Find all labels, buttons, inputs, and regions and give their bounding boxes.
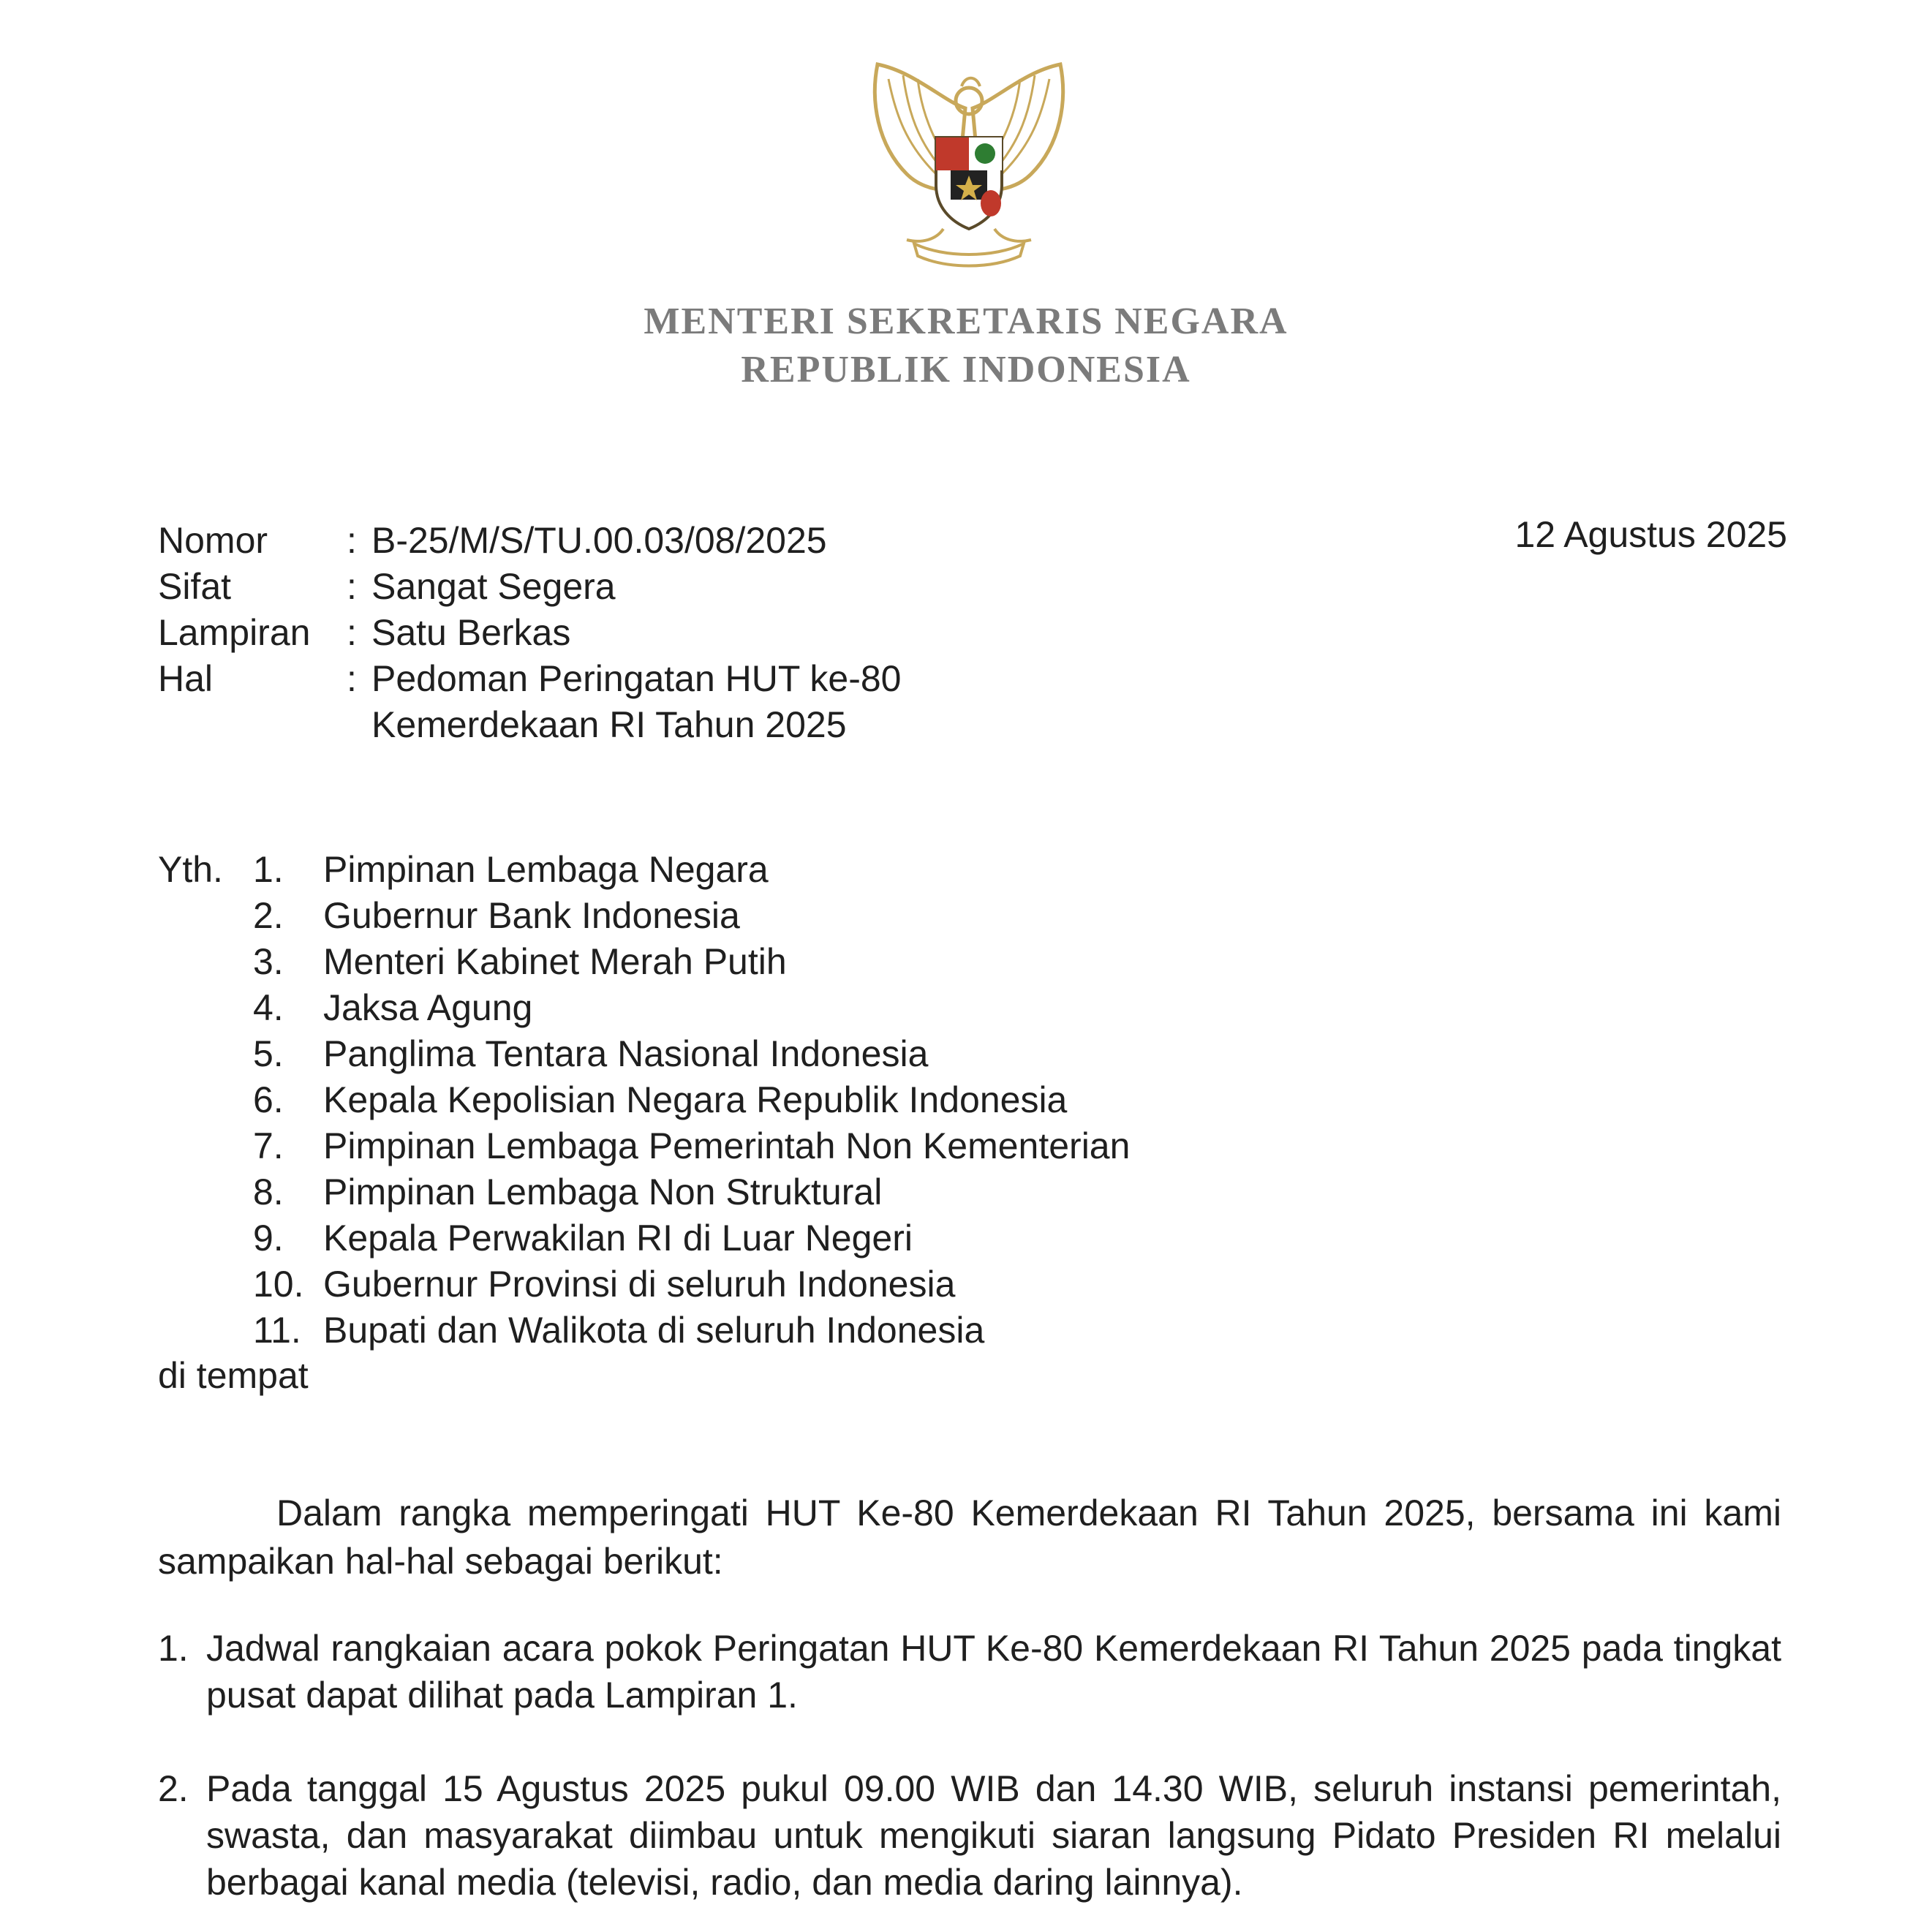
list-item bbox=[158, 1261, 1130, 1308]
list-item bbox=[158, 1031, 1130, 1077]
recipient-number: 11. bbox=[253, 1310, 301, 1351]
recipient-number: 10. bbox=[253, 1264, 304, 1305]
meta-separator: : bbox=[347, 658, 357, 699]
letter-date: 12 Agustus 2025 bbox=[1514, 514, 1787, 555]
meta-hal-row bbox=[158, 656, 1176, 702]
recipient-prefix: Yth. bbox=[158, 849, 223, 890]
recipient-number: 4. bbox=[253, 987, 284, 1028]
list-item bbox=[158, 1215, 1130, 1261]
point-number: 1. bbox=[158, 1628, 189, 1669]
meta-hal-value-line2: Kemerdekaan RI Tahun 2025 bbox=[371, 704, 847, 745]
meta-sifat-label: Sifat bbox=[158, 566, 232, 607]
recipient-number: 5. bbox=[253, 1033, 284, 1074]
garuda-emblem-icon bbox=[863, 57, 1075, 276]
recipient-location: di tempat bbox=[158, 1355, 309, 1396]
meta-lampiran-value: Satu Berkas bbox=[371, 612, 571, 653]
meta-separator: : bbox=[347, 612, 357, 653]
recipient-text: Menteri Kabinet Merah Putih bbox=[323, 941, 787, 982]
list-item bbox=[158, 1308, 1130, 1354]
recipient-text: Pimpinan Lembaga Negara bbox=[323, 849, 769, 890]
intro-paragraph: Dalam rangka memperingati HUT Ke-80 Kemerdekaan RI Tahun 2025, bersama ini kami sampaikan hal-hal sebagai berikut: bbox=[158, 1493, 1781, 1582]
meta-nomor-row bbox=[158, 518, 1176, 564]
body-point bbox=[158, 1765, 1781, 1906]
recipient-number: 8. bbox=[253, 1171, 284, 1212]
recipient-list bbox=[158, 847, 1130, 1354]
point-number: 2. bbox=[158, 1768, 189, 1809]
recipient-text: Kepala Kepolisian Negara Republik Indonesia bbox=[323, 1079, 1068, 1120]
list-item bbox=[158, 1123, 1130, 1169]
meta-separator: : bbox=[347, 566, 357, 607]
recipient-number: 2. bbox=[253, 895, 284, 936]
list-item bbox=[158, 985, 1130, 1031]
recipient-number: 1. bbox=[253, 849, 284, 890]
recipient-number: 3. bbox=[253, 941, 284, 982]
recipient-text: Panglima Tentara Nasional Indonesia bbox=[323, 1033, 929, 1074]
meta-hal-label: Hal bbox=[158, 658, 214, 699]
recipient-text: Pimpinan Lembaga Non Struktural bbox=[323, 1171, 883, 1212]
letterhead-title: MENTERI SEKRETARIS NEGARA bbox=[644, 301, 1288, 342]
recipient-text: Jaksa Agung bbox=[323, 987, 533, 1028]
meta-nomor-label: Nomor bbox=[158, 520, 268, 561]
body-point bbox=[158, 1625, 1781, 1718]
meta-separator: : bbox=[347, 520, 357, 561]
list-item bbox=[158, 1169, 1130, 1215]
meta-nomor-value: B-25/M/S/TU.00.03/08/2025 bbox=[371, 520, 827, 561]
point-text: Jadwal rangkaian acara pokok Peringatan HUT Ke-80 Kemerdekaan RI Tahun 2025 pada tingkat pusat dapat dilihat pada Lampiran 1. bbox=[206, 1628, 1781, 1716]
recipient-number: 6. bbox=[253, 1079, 284, 1120]
recipient-text: Pimpinan Lembaga Pemerintah Non Kementerian bbox=[323, 1125, 1131, 1166]
letterhead-subtitle: REPUBLIK INDONESIA bbox=[741, 349, 1191, 390]
list-item bbox=[158, 847, 1130, 893]
recipient-text: Kepala Perwakilan RI di Luar Negeri bbox=[323, 1218, 913, 1259]
meta-lampiran-row bbox=[158, 610, 1176, 656]
recipient-text: Gubernur Bank Indonesia bbox=[323, 895, 740, 936]
letter-meta bbox=[158, 518, 1176, 748]
meta-sifat-value: Sangat Segera bbox=[371, 566, 616, 607]
recipient-text: Bupati dan Walikota di seluruh Indonesia bbox=[323, 1310, 985, 1351]
meta-sifat-row bbox=[158, 564, 1176, 610]
list-item bbox=[158, 1077, 1130, 1123]
recipient-number: 9. bbox=[253, 1218, 284, 1259]
point-text: Pada tanggal 15 Agustus 2025 pukul 09.00 WIB dan 14.30 WIB, seluruh instansi pemerintah, swasta, dan masyarakat diimbau untuk mengikuti siaran langsung Pidato Presiden RI melalui berbagai kanal media (televisi, radio, dan media daring lainnya). bbox=[206, 1768, 1781, 1903]
meta-lampiran-label: Lampiran bbox=[158, 612, 311, 653]
recipient-number: 7. bbox=[253, 1125, 284, 1166]
recipient-text: Gubernur Provinsi di seluruh Indonesia bbox=[323, 1264, 956, 1305]
meta-hal-value-line1: Pedoman Peringatan HUT ke-80 bbox=[371, 658, 902, 699]
list-item bbox=[158, 893, 1130, 939]
list-item bbox=[158, 939, 1130, 985]
